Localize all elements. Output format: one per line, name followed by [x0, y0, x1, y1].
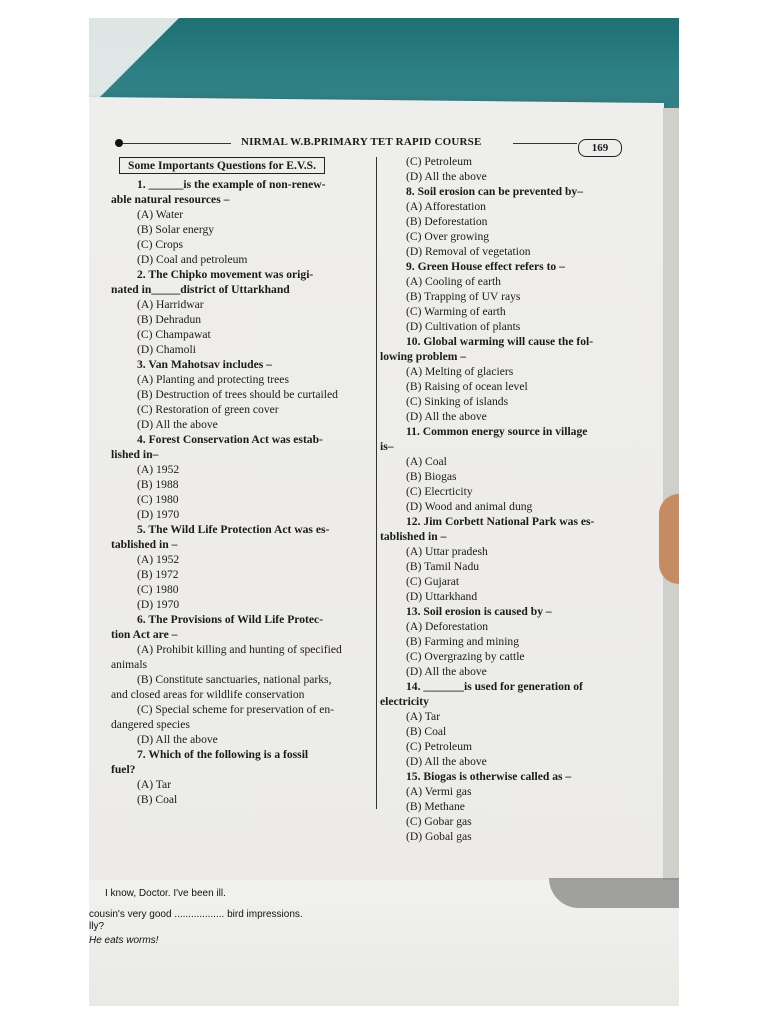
answer-option: (A) Coal	[406, 455, 447, 468]
lower-line: I know, Doctor. I've been ill.	[105, 888, 226, 899]
lower-page-text	[89, 888, 303, 947]
shadow	[549, 878, 679, 908]
question-continuation: lowing problem –	[380, 350, 467, 363]
left-question-list	[111, 177, 371, 807]
question-text: 7. Which of the following is a fossil	[137, 748, 309, 761]
question-text: 12. Jim Corbett National Park was es-	[406, 515, 595, 528]
answer-option: (C) Over growing	[406, 230, 490, 243]
answer-option: (C) Petroleum	[406, 740, 473, 753]
header-title: NIRMAL W.B.PRIMARY TET RAPID COURSE	[241, 136, 482, 148]
question-text: 15. Biogas is otherwise called as –	[406, 770, 572, 783]
answer-option: (D) All the above	[137, 733, 218, 746]
answer-option: (D) All the above	[137, 418, 218, 431]
answer-option: (B) Biogas	[406, 470, 457, 483]
answer-option: (D) Removal of vegetation	[406, 245, 531, 258]
answer-option: (C) Gobar gas	[406, 815, 472, 828]
answer-option: (C) 1980	[137, 493, 179, 506]
lower-line: lly?	[89, 921, 105, 932]
answer-option: animals	[111, 658, 148, 671]
answer-option: (C) Sinking of islands	[406, 395, 509, 408]
question-continuation: able natural resources –	[111, 193, 230, 206]
question-text: 1. ______is the example of non-renew-	[137, 178, 326, 191]
answer-option: (A) Water	[137, 208, 184, 221]
lower-line: He eats worms!	[89, 935, 159, 946]
answer-option: (A) Tar	[406, 710, 441, 723]
question-continuation: lished in–	[111, 448, 159, 461]
answer-option: (C) Restoration of green cover	[137, 403, 279, 416]
answer-option: (B) Destruction of trees should be curtailed	[137, 388, 338, 401]
answer-option: (B) Raising of ocean level	[406, 380, 528, 393]
answer-option: (B) Constitute sanctuaries, national parks,	[137, 673, 332, 686]
question-text: 8. Soil erosion can be prevented by–	[406, 185, 584, 198]
question-text: 13. Soil erosion is caused by –	[406, 605, 552, 618]
answer-option: (C) Warming of earth	[406, 305, 506, 318]
column-divider	[376, 157, 377, 809]
answer-option: (A) Tar	[137, 778, 172, 791]
answer-option: (B) Deforestation	[406, 215, 488, 228]
answer-option: (D) All the above	[406, 410, 487, 423]
page-header	[113, 136, 613, 152]
answer-option: (D) Coal and petroleum	[137, 253, 248, 266]
answer-option: (D) Uttarkhand	[406, 590, 478, 603]
question-continuation: is–	[380, 440, 394, 453]
answer-option: (C) 1980	[137, 583, 179, 596]
answer-option: (B) Farming and mining	[406, 635, 520, 648]
right-column	[380, 154, 640, 844]
question-text: 4. Forest Conservation Act was estab-	[137, 433, 323, 446]
answer-option: (B) Trapping of UV rays	[406, 290, 521, 303]
answer-option: (B) Dehradun	[137, 313, 202, 326]
answer-option: (C) Crops	[137, 238, 184, 251]
answer-option: (C) Gujarat	[406, 575, 460, 588]
right-question-list	[380, 154, 640, 844]
answer-option: (B) 1988	[137, 478, 179, 491]
question-text: 6. The Provisions of Wild Life Protec-	[137, 613, 324, 626]
page-corner	[89, 18, 179, 108]
answer-option: dangered species	[111, 718, 190, 731]
section-title: Some Importants Questions for E.V.S.	[119, 157, 325, 174]
answer-option: (A) Vermi gas	[406, 785, 472, 798]
question-text: 10. Global warming will cause the fol-	[406, 335, 594, 348]
answer-option: (B) Tamil Nadu	[406, 560, 480, 573]
answer-option: (A) Cooling of earth	[406, 275, 501, 288]
question-continuation: electricity	[380, 695, 429, 708]
photo-frame	[89, 18, 679, 1006]
answer-option: (C) Petroleum	[406, 155, 473, 168]
question-text: 5. The Wild Life Protection Act was es-	[137, 523, 330, 536]
question-text: 9. Green House effect refers to –	[406, 260, 565, 273]
answer-option: (B) 1972	[137, 568, 179, 581]
answer-option: (D) All the above	[406, 755, 487, 768]
question-continuation: tion Act are –	[111, 628, 178, 641]
answer-option: (B) Methane	[406, 800, 465, 813]
question-text: 3. Van Mahotsav includes –	[137, 358, 272, 371]
header-rule-left	[123, 143, 231, 144]
question-text: 14. _______is used for generation of	[406, 680, 583, 693]
question-continuation: fuel?	[111, 763, 136, 776]
question-continuation: tablished in –	[111, 538, 178, 551]
answer-option: (A) Prohibit killing and hunting of specified	[137, 643, 342, 656]
bullet-icon	[115, 139, 123, 147]
question-text: 2. The Chipko movement was origi-	[137, 268, 314, 281]
question-text: 11. Common energy source in village	[406, 425, 588, 438]
answer-option: (C) Overgrazing by cattle	[406, 650, 525, 663]
answer-option: and closed areas for wildlife conservation	[111, 688, 305, 701]
page-number: 169	[578, 139, 622, 157]
answer-option: (A) Uttar pradesh	[406, 545, 488, 558]
answer-option: (D) 1970	[137, 508, 180, 521]
answer-option: (C) Special scheme for preservation of en-	[137, 703, 335, 716]
answer-option: (D) All the above	[406, 665, 487, 678]
answer-option: (A) Afforestation	[406, 200, 486, 213]
answer-option: (D) Gobal gas	[406, 830, 472, 843]
answer-option: (A) Planting and protecting trees	[137, 373, 289, 386]
left-column	[111, 155, 371, 807]
answer-option: (D) All the above	[406, 170, 487, 183]
answer-option: (B) Coal	[406, 725, 447, 738]
lower-line: cousin's very good .................. bird impressions.	[89, 909, 303, 920]
finger	[659, 494, 679, 584]
answer-option: (A) 1952	[137, 553, 180, 566]
answer-option: (A) Deforestation	[406, 620, 489, 633]
answer-option: (C) Champawat	[137, 328, 211, 341]
answer-option: (D) Cultivation of plants	[406, 320, 521, 333]
answer-option: (A) Melting of glaciers	[406, 365, 514, 378]
header-rule-right	[513, 143, 577, 144]
question-continuation: nated in_____district of Uttarkhand	[111, 283, 290, 296]
answer-option: (A) 1952	[137, 463, 180, 476]
answer-option: (B) Solar energy	[137, 223, 215, 236]
answer-option: (D) 1970	[137, 598, 180, 611]
answer-option: (B) Coal	[137, 793, 178, 806]
answer-option: (C) Elecrticity	[406, 485, 473, 498]
question-continuation: tablished in –	[380, 530, 447, 543]
answer-option: (A) Harridwar	[137, 298, 204, 311]
answer-option: (D) Chamoli	[137, 343, 196, 356]
answer-option: (D) Wood and animal dung	[406, 500, 533, 513]
